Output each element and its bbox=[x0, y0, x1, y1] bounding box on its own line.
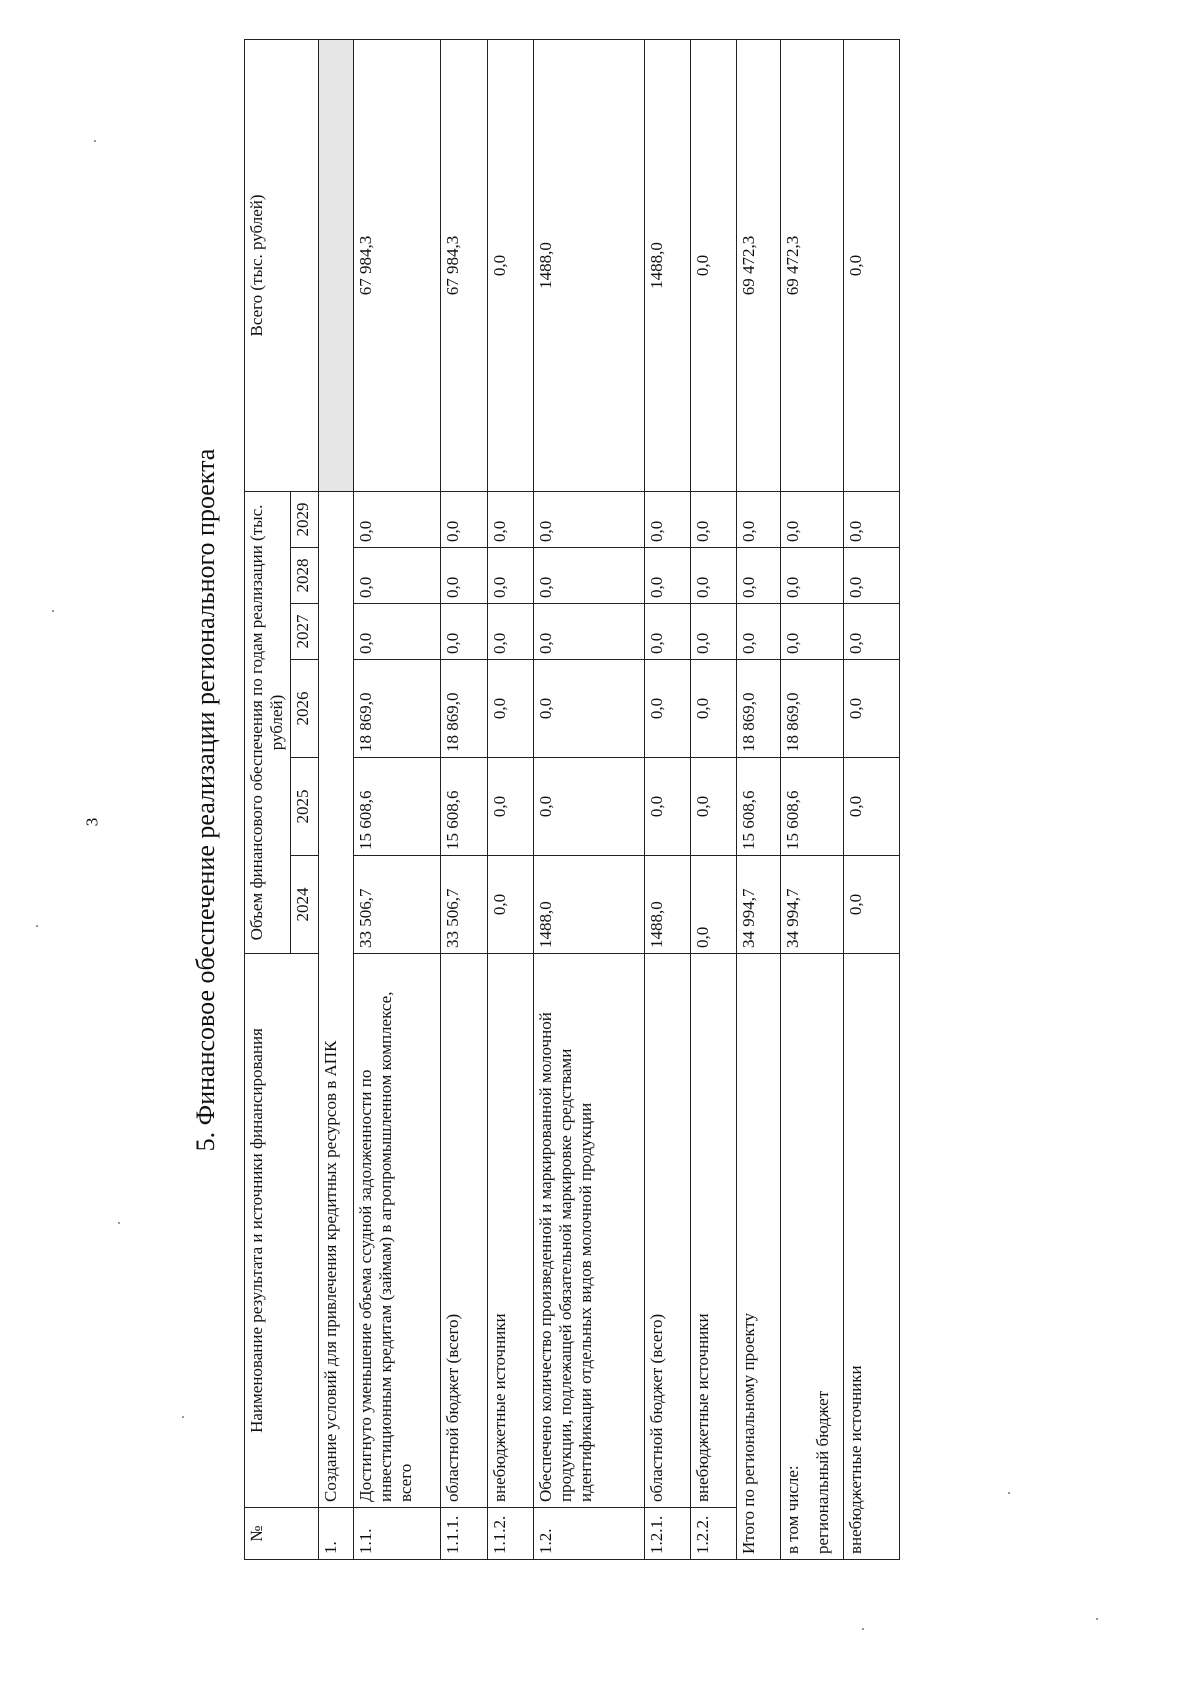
value-2024: 1488,0 bbox=[644, 856, 690, 954]
row-number: 1.1.1. bbox=[441, 1508, 487, 1560]
table-row bbox=[353, 39, 441, 1559]
value-2026: 18 869,0 bbox=[780, 660, 844, 758]
value-2026: 0,0 bbox=[487, 660, 533, 758]
section-name: Создание условий для привлечения кредитных ресурсов в АПК bbox=[319, 491, 354, 1507]
value-2029: 0,0 bbox=[441, 491, 487, 547]
offbudget-row-label: внебюджетные источники bbox=[844, 954, 900, 1560]
value-2029: 0,0 bbox=[487, 491, 533, 547]
header-year: 2027 bbox=[291, 604, 319, 660]
value-2029: 0,0 bbox=[780, 491, 844, 547]
header-year: 2025 bbox=[291, 758, 319, 856]
value-2027: 0,0 bbox=[353, 604, 441, 660]
value-2026: 18 869,0 bbox=[737, 660, 781, 758]
value-2027: 0,0 bbox=[690, 604, 736, 660]
including-label: в том числе: bbox=[782, 1465, 802, 1554]
value-2028: 0,0 bbox=[690, 548, 736, 604]
header-row bbox=[245, 39, 291, 1559]
value-2029: 0,0 bbox=[844, 491, 900, 547]
row-name: внебюджетные источники bbox=[487, 954, 533, 1508]
scan-speck bbox=[1096, 1618, 1098, 1620]
value-total: 67 984,3 bbox=[353, 39, 441, 491]
scan-speck bbox=[862, 1628, 864, 1630]
value-2025: 15 608,6 bbox=[737, 758, 781, 856]
header-year: 2026 bbox=[291, 660, 319, 758]
row-name: Обеспечено количество произведенной и маркированной молочной продукции, подлежащей обязательной маркировке средствами идентификации отдельных видов молочной продукции bbox=[533, 954, 644, 1508]
page-number: 3 bbox=[82, 817, 102, 827]
table-row bbox=[644, 39, 690, 1559]
table-row bbox=[533, 39, 644, 1559]
rotated-page-content bbox=[180, 40, 900, 1560]
scan-speck bbox=[118, 1222, 120, 1224]
value-2025: 0,0 bbox=[644, 758, 690, 856]
scan-speck bbox=[1008, 1492, 1010, 1494]
value-2027: 0,0 bbox=[487, 604, 533, 660]
row-number: 1.1. bbox=[353, 1508, 441, 1560]
including-row bbox=[780, 39, 844, 1559]
value-2027: 0,0 bbox=[441, 604, 487, 660]
value-2025: 15 608,6 bbox=[441, 758, 487, 856]
header-total: Всего (тыс. рублей) bbox=[245, 39, 319, 491]
including-row-label bbox=[780, 954, 844, 1560]
value-2026: 0,0 bbox=[844, 660, 900, 758]
value-2027: 0,0 bbox=[844, 604, 900, 660]
value-2028: 0,0 bbox=[441, 548, 487, 604]
value-2026: 0,0 bbox=[533, 660, 644, 758]
value-2025: 0,0 bbox=[690, 758, 736, 856]
value-2024: 34 994,7 bbox=[737, 856, 781, 954]
header-number: № bbox=[245, 1508, 319, 1560]
value-2024: 0,0 bbox=[690, 856, 736, 954]
value-2028: 0,0 bbox=[644, 548, 690, 604]
financing-table bbox=[244, 39, 900, 1560]
row-number: 1.2. bbox=[533, 1508, 644, 1560]
value-total: 69 472,3 bbox=[780, 39, 844, 491]
value-total: 0,0 bbox=[844, 39, 900, 491]
value-2028: 0,0 bbox=[737, 548, 781, 604]
header-year: 2029 bbox=[291, 491, 319, 547]
row-name: Достигнуто уменьшение объема ссудной задолженности по инвестиционным кредитам (займам) в агропромышленном комплексе, всего bbox=[353, 954, 441, 1508]
value-2029: 0,0 bbox=[533, 491, 644, 547]
total-row-label: Итого по региональному проекту bbox=[737, 954, 781, 1560]
value-2027: 0,0 bbox=[533, 604, 644, 660]
value-2025: 0,0 bbox=[533, 758, 644, 856]
value-2024: 0,0 bbox=[844, 856, 900, 954]
value-total: 0,0 bbox=[487, 39, 533, 491]
value-2029: 0,0 bbox=[644, 491, 690, 547]
value-2024: 33 506,7 bbox=[353, 856, 441, 954]
offbudget-row bbox=[844, 39, 900, 1559]
value-2029: 0,0 bbox=[690, 491, 736, 547]
header-name: Наименование результата и источники финансирования bbox=[245, 954, 319, 1508]
value-2028: 0,0 bbox=[844, 548, 900, 604]
value-2025: 15 608,6 bbox=[780, 758, 844, 856]
section-row bbox=[319, 39, 354, 1559]
scan-speck bbox=[182, 1416, 184, 1418]
value-2027: 0,0 bbox=[644, 604, 690, 660]
value-2026: 0,0 bbox=[644, 660, 690, 758]
value-total: 69 472,3 bbox=[737, 39, 781, 491]
value-2026: 18 869,0 bbox=[441, 660, 487, 758]
scan-speck bbox=[36, 925, 38, 927]
header-year: 2028 bbox=[291, 548, 319, 604]
row-name: областной бюджет (всего) bbox=[441, 954, 487, 1508]
section-title: 5. Финансовое обеспечение реализации регионального проекта bbox=[191, 448, 220, 1152]
value-2024: 1488,0 bbox=[533, 856, 644, 954]
value-total: 1488,0 bbox=[644, 39, 690, 491]
row-name: областной бюджет (всего) bbox=[644, 954, 690, 1508]
value-2024: 33 506,7 bbox=[441, 856, 487, 954]
value-2026: 0,0 bbox=[690, 660, 736, 758]
regional-budget-label: региональный бюджет bbox=[812, 1390, 832, 1554]
value-2025: 15 608,6 bbox=[353, 758, 441, 856]
row-number: 1.1.2. bbox=[487, 1508, 533, 1560]
value-total: 1488,0 bbox=[533, 39, 644, 491]
header-by-years: Объем финансового обеспечения по годам реализации (тыс. рублей) bbox=[245, 491, 291, 953]
header-year: 2024 bbox=[291, 856, 319, 954]
section-empty-cell bbox=[319, 39, 354, 491]
value-2028: 0,0 bbox=[353, 548, 441, 604]
value-2027: 0,0 bbox=[737, 604, 781, 660]
table-row bbox=[690, 39, 736, 1559]
value-2028: 0,0 bbox=[533, 548, 644, 604]
total-row bbox=[737, 39, 781, 1559]
row-number: 1.2.1. bbox=[644, 1508, 690, 1560]
scan-speck bbox=[52, 610, 54, 612]
scan-speck bbox=[94, 140, 96, 142]
value-2025: 0,0 bbox=[487, 758, 533, 856]
value-2024: 34 994,7 bbox=[780, 856, 844, 954]
value-2027: 0,0 bbox=[780, 604, 844, 660]
value-2028: 0,0 bbox=[487, 548, 533, 604]
row-number: 1.2.2. bbox=[690, 1508, 736, 1560]
row-name: внебюджетные источники bbox=[690, 954, 736, 1508]
value-2026: 18 869,0 bbox=[353, 660, 441, 758]
value-total: 67 984,3 bbox=[441, 39, 487, 491]
table-row bbox=[487, 39, 533, 1559]
value-total: 0,0 bbox=[690, 39, 736, 491]
value-2028: 0,0 bbox=[780, 548, 844, 604]
row-number: 1. bbox=[319, 1508, 354, 1560]
value-2029: 0,0 bbox=[737, 491, 781, 547]
value-2024: 0,0 bbox=[487, 856, 533, 954]
table-row bbox=[441, 39, 487, 1559]
value-2025: 0,0 bbox=[844, 758, 900, 856]
value-2029: 0,0 bbox=[353, 491, 441, 547]
